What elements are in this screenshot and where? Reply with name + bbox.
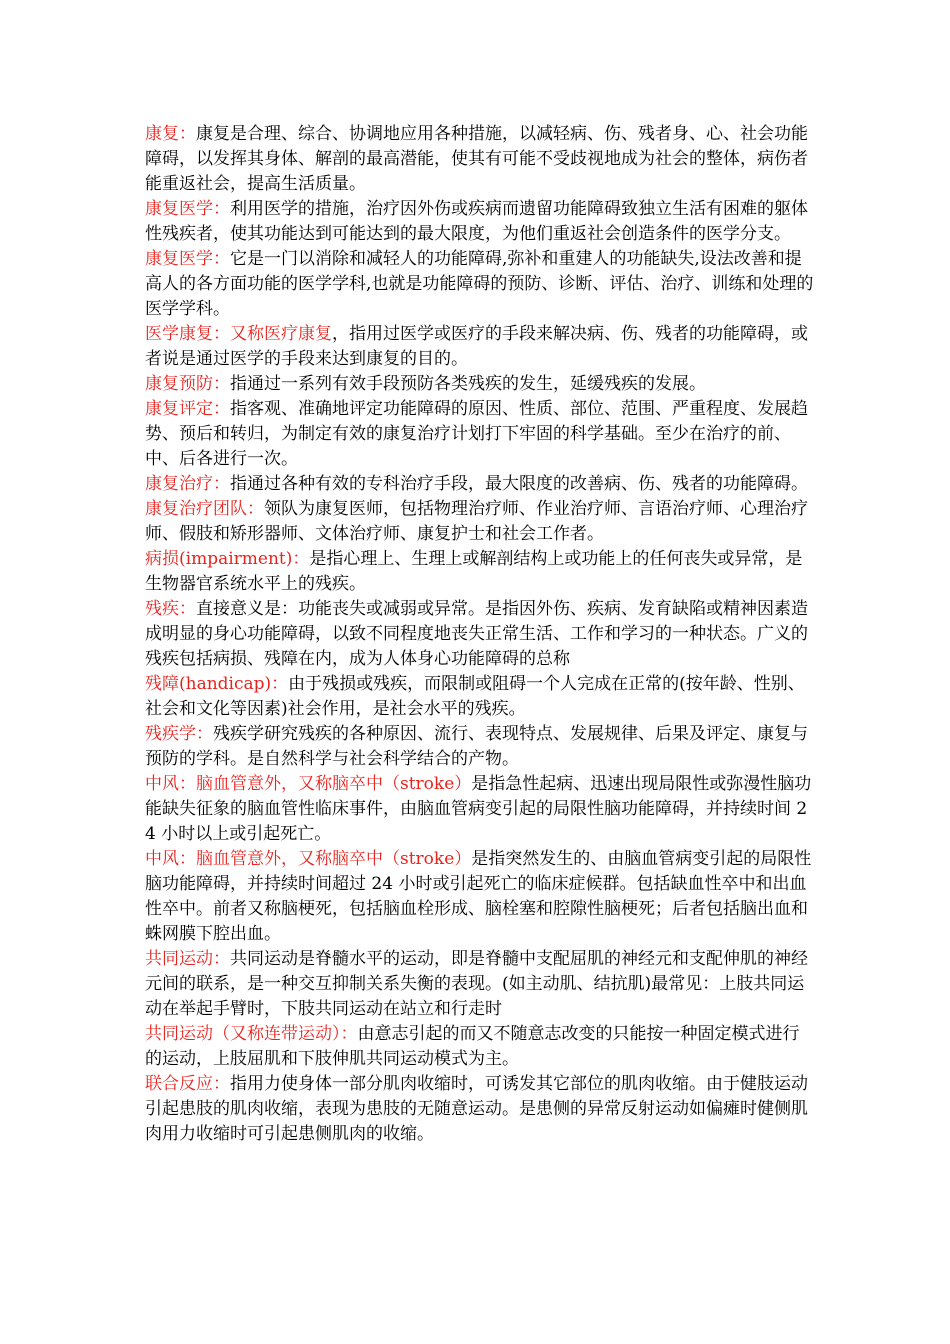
entry-kangfu-zhiliao-tuandui	[145, 497, 815, 547]
entry-definition: 康复是合理、综合、协调地应用各种措施，以减轻病、伤、残者身、心、社会功能障碍，以发挥其身体、解剖的最高潜能，使其有可能不受歧视地成为社会的整体，病伤者能重返社会，提高生活质量。	[145, 124, 808, 194]
entry-term: 病损(impairment)：	[145, 549, 310, 569]
entry-kangfu-yufang	[145, 372, 815, 397]
entry-stroke-1	[145, 772, 815, 847]
entry-kangfu-yixue-1	[145, 197, 815, 247]
entry-definition: 共同运动是脊髓水平的运动，即是脊髓中支配屈肌的神经元和支配伸肌的神经元间的联系，是一种交互抑制关系失衡的表现。(如主动肌、结抗肌)最常见：上肢共同运动在举起手臂时，下肢共同运动在站立和行走时	[145, 949, 808, 1019]
entry-definition: 利用医学的措施，治疗因外伤或疾病而遗留功能障碍致独立生活有困难的躯体性残疾者，使其功能达到可能达到的最大限度，为他们重返社会创造条件的医学分支。	[145, 199, 808, 244]
entry-definition: 指通过一系列有效手段预防各类残疾的发生，延缓残疾的发展。	[230, 374, 706, 394]
entry-definition: 是指心理上、生理上或解剖结构上或功能上的任何丧失或异常，是生物器官系统水平上的残疾。	[145, 549, 803, 594]
entry-term: 残疾：	[145, 599, 196, 619]
entry-kangfu	[145, 122, 815, 197]
entry-term: 共同运动：	[145, 949, 230, 969]
entry-lianhe-fanying	[145, 1072, 815, 1147]
entry-yixue-kangfu	[145, 322, 815, 372]
entry-definition: 指通过各种有效的专科治疗手段，最大限度的改善病、伤、残者的功能障碍。	[230, 474, 808, 494]
entry-definition: 是指急性起病、迅速出现局限性或弥漫性脑功能缺失征象的脑血管性临床事件，由脑血管病变引起的局限性脑功能障碍，并持续时间 24 小时以上或引起死亡。	[145, 774, 812, 844]
entry-definition: 领队为康复医师，包括物理治疗师、作业治疗师、言语治疗师、心理治疗师、假肢和矫形器师、文体治疗师、康复护士和社会工作者。	[145, 499, 808, 544]
entry-term: 康复医学：	[145, 199, 230, 219]
entry-definition: 直接意义是：功能丧失或减弱或异常。是指因外伤、疾病、发育缺陷或精神因素造成明显的身心功能障碍，以致不同程度地丧失正常生活、工作和学习的一种状态。广义的残疾包括病损、残障在内，成为人体身心功能障碍的总称	[145, 599, 808, 669]
entry-term: 康复评定：	[145, 399, 230, 419]
entry-term: 中风：脑血管意外，又称脑卒中（stroke）	[145, 774, 472, 794]
entry-definition: 残疾学研究残疾的各种原因、流行、表现特点、发展规律、后果及评定、康复与预防的学科。是自然科学与社会科学结合的产物。	[145, 724, 808, 769]
entry-kangfu-yixue-2	[145, 247, 815, 322]
entry-term: 康复：	[145, 124, 196, 144]
entry-term: 残疾学：	[145, 724, 213, 744]
entry-definition: 由意志引起的而又不随意志改变的只能按一种固定模式进行的运动，上肢屈肌和下肢伸肌共同运动模式为主。	[145, 1024, 800, 1069]
entry-definition: 它是一门以消除和减轻人的功能障碍,弥补和重建人的功能缺失,设法改善和提高人的各方面功能的医学学科,也就是功能障碍的预防、诊断、评估、治疗、训练和处理的医学学科。	[145, 249, 814, 319]
entry-handicap	[145, 672, 815, 722]
entry-term: 共同运动（又称连带运动）：	[145, 1024, 358, 1044]
entry-term: 康复医学：	[145, 249, 230, 269]
entry-canjixue	[145, 722, 815, 772]
entry-canji	[145, 597, 815, 672]
entry-term: 康复预防：	[145, 374, 230, 394]
entry-term: 康复治疗团队：	[145, 499, 264, 519]
entry-kangfu-zhiliao	[145, 472, 815, 497]
entry-term: 康复治疗：	[145, 474, 230, 494]
entry-definition: 是指突然发生的、由脑血管病变引起的局限性脑功能障碍，并持续时间超过 24 小时或引起死亡的临床症候群。包括缺血性卒中和出血性卒中。前者又称脑梗死，包括脑血栓形成、脑栓塞和腔隙性脑梗死；后者包括脑出血和蛛网膜下腔出血。	[145, 849, 812, 944]
entry-stroke-2	[145, 847, 815, 947]
entry-impairment	[145, 547, 815, 597]
entry-gongtong-yundong-2	[145, 1022, 815, 1072]
entry-term: 中风：脑血管意外，又称脑卒中（stroke）	[145, 849, 472, 869]
entry-definition: ，指用过医学或医疗的手段来解决病、伤、残者的功能障碍，或者说是通过医学的手段来达到康复的目的。	[145, 324, 808, 369]
entry-term: 残障(handicap)：	[145, 674, 289, 694]
entry-kangfu-pingding	[145, 397, 815, 472]
entry-definition: 指用力使身体一部分肌肉收缩时，可诱发其它部位的肌肉收缩。由于健肢运动引起患肢的肌肉收缩，表现为患肢的无随意运动。是患侧的异常反射运动如偏瘫时健侧肌肉用力收缩时可引起患侧肌肉的收缩。	[145, 1074, 808, 1144]
document-body	[145, 122, 815, 1147]
entry-gongtong-yundong-1	[145, 947, 815, 1022]
entry-term: 医学康复：又称医疗康复	[145, 324, 332, 344]
entry-definition: 指客观、准确地评定功能障碍的原因、性质、部位、范围、严重程度、发展趋势、预后和转归，为制定有效的康复治疗计划打下牢固的科学基础。至少在治疗的前、中、后各进行一次。	[145, 399, 808, 469]
entry-term: 联合反应：	[145, 1074, 230, 1094]
entry-definition: 由于残损或残疾，而限制或阻碍一个人完成在正常的(按年龄、性别、社会和文化等因素)社会作用，是社会水平的残疾。	[145, 674, 805, 719]
